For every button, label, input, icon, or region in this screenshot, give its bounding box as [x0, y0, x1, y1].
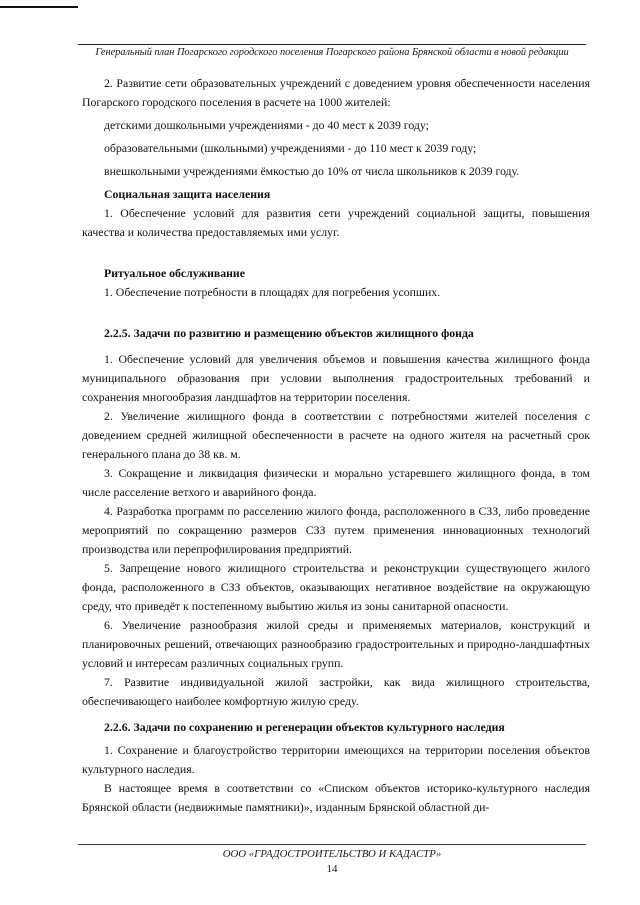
housing-item-6: 6. Увеличение разнообразия жилой среды и применяемых материалов, конструкций и планировочных решений, отвечающих разнообразию градостроительных и природно-ландшафтных условий и интересам различных социальных групп. [82, 618, 590, 670]
heritage-section-title: 2.2.6. Задачи по сохранению и регенерации объектов культурного наследия [104, 720, 505, 734]
ritual-services-text: 1. Обеспечение потребности в площадях для погребения усопших. [104, 285, 441, 299]
housing-item-5: 5. Запрещение нового жилищного строительства и реконструкции существующего жилого фонда, расположенного в СЗЗ объектов, оказывающих негативное воздействие на окружающую среду, что приведёт к постепенному выбытию жилья из зоны санитарной опасности. [82, 561, 590, 613]
education-item-extracurricular: внешкольными учреждениями ёмкостью до 10% от числа школьников к 2039 году. [104, 164, 520, 178]
document-body [82, 74, 590, 817]
housing-item-7: 7. Развитие индивидуальной жилой застройки, как вида жилищного строительства, обеспечивающего наиболее комфортную жилую среду. [82, 675, 590, 708]
header-rule [78, 44, 586, 45]
social-protection-text: 1. Обеспечение условий для развития сети учреждений социальной защиты, повышения качества и количества предоставляемых ими услуг. [82, 206, 590, 239]
scan-edge-mark [0, 6, 78, 8]
footer-company: ООО «ГРАДОСТРОИТЕЛЬСТВО И КАДАСТР» [222, 848, 442, 860]
housing-item-1: 1. Обеспечение условий для увеличения объемов и повышения качества жилищного фонда муниципального образования при условии выполнения градостроительных требований и сохранения многообразия ландшафтов на территории поселения. [82, 352, 590, 404]
page-number: 14 [326, 863, 338, 875]
heritage-item-2: В настоящее время в соответствии со «Списком объектов историко-культурного наследия Брянской области (недвижимые памятники)», изданным Брянской областной ди- [82, 781, 590, 814]
footer-rule [78, 844, 586, 845]
housing-item-3: 3. Сокращение и ликвидация физически и морально устаревшего жилищного фонда, в том числе расселение ветхого и аварийного фонда. [82, 466, 590, 499]
heritage-item-1: 1. Сохранение и благоустройство территории имеющихся на территории поселения объектов культурного наследия. [82, 743, 590, 776]
education-intro: 2. Развитие сети образовательных учреждений с доведением уровня обеспеченности населения Погарского городского поселения в расчете на 1000 жителей: [82, 76, 590, 109]
ritual-services-title: Ритуальное обслуживание [104, 266, 245, 280]
social-protection-title: Социальная защита населения [104, 187, 271, 201]
education-item-school: образовательными (школьными) учреждениями - до 110 мест к 2039 году; [104, 141, 477, 155]
housing-section-title: 2.2.5. Задачи по развитию и размещению объектов жилищного фонда [104, 326, 474, 340]
housing-item-2: 2. Увеличение жилищного фонда в соответствии с потребностями жителей поселения с доведением средней жилищной обеспеченности в расчете на одного жителя на расчетный срок генерального плана до 38 кв. м. [82, 409, 590, 461]
running-header: Генеральный план Погарского городского поселения Погарского района Брянской области в новой редакции [95, 47, 569, 58]
housing-item-4: 4. Разработка программ по расселению жилого фонда, расположенного в СЗЗ, либо проведение мероприятий по сокращению размеров СЗЗ путем применения инновационных технологий производства или перепрофилирования предприятий. [82, 504, 590, 556]
education-item-preschool: детскими дошкольными учреждениями - до 40 мест к 2039 году; [104, 118, 429, 132]
